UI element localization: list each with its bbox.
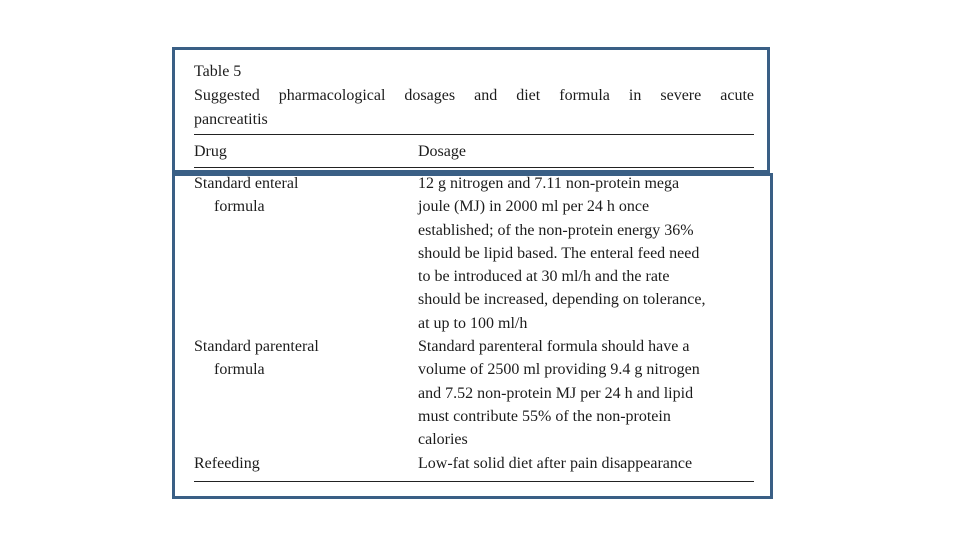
table-row-3-dosage — [418, 452, 758, 475]
table-row-1-drug — [194, 172, 404, 219]
dosage-line: calories — [418, 431, 468, 449]
dosage-line: must contribute 55% of the non-protein — [418, 407, 671, 425]
dosage-line: established; of the non-protein energy 36% — [418, 221, 694, 239]
table-row-2-drug — [194, 335, 404, 382]
table-caption-line-2: pancreatitis — [194, 111, 268, 128]
table-row-2-dosage — [418, 335, 758, 451]
drug-line: Standard enteral — [194, 175, 299, 192]
dosage-line: to be introduced at 30 ml/h and the rate — [418, 268, 670, 286]
dosage-line: volume of 2500 ml providing 9.4 g nitrogen — [418, 361, 700, 379]
dosage-line: should be lipid based. The enteral feed need — [418, 244, 700, 262]
table-row-3-drug — [194, 452, 404, 475]
dosage-line: Standard parenteral formula should have a — [418, 338, 690, 355]
drug-line: formula — [214, 198, 265, 216]
table-caption-line-1: Suggested pharmacological dosages and diet formula in severe acute — [194, 87, 754, 104]
table-top-rule — [194, 134, 754, 135]
dosage-line: Low-fat solid diet after pain disappearance — [418, 455, 693, 472]
drug-line: formula — [214, 361, 265, 379]
table-label: Table 5 — [194, 63, 242, 80]
column-header-dosage: Dosage — [418, 143, 466, 160]
dosage-line: and 7.52 non-protein MJ per 24 h and lipid — [418, 384, 694, 402]
drug-line: Standard parenteral — [194, 338, 319, 355]
table-row-1-dosage — [418, 172, 758, 335]
table-header-rule — [194, 167, 754, 168]
drug-line: Refeeding — [194, 455, 260, 472]
dosage-line: should be increased, depending on tolerance, — [418, 291, 706, 309]
table-bottom-rule — [194, 481, 754, 482]
dosage-line: at up to 100 ml/h — [418, 314, 528, 332]
column-header-drug: Drug — [194, 143, 227, 160]
dosage-line: joule (MJ) in 2000 ml per 24 h once — [418, 198, 650, 216]
dosage-line: 12 g nitrogen and 7.11 non-protein mega — [418, 175, 680, 192]
